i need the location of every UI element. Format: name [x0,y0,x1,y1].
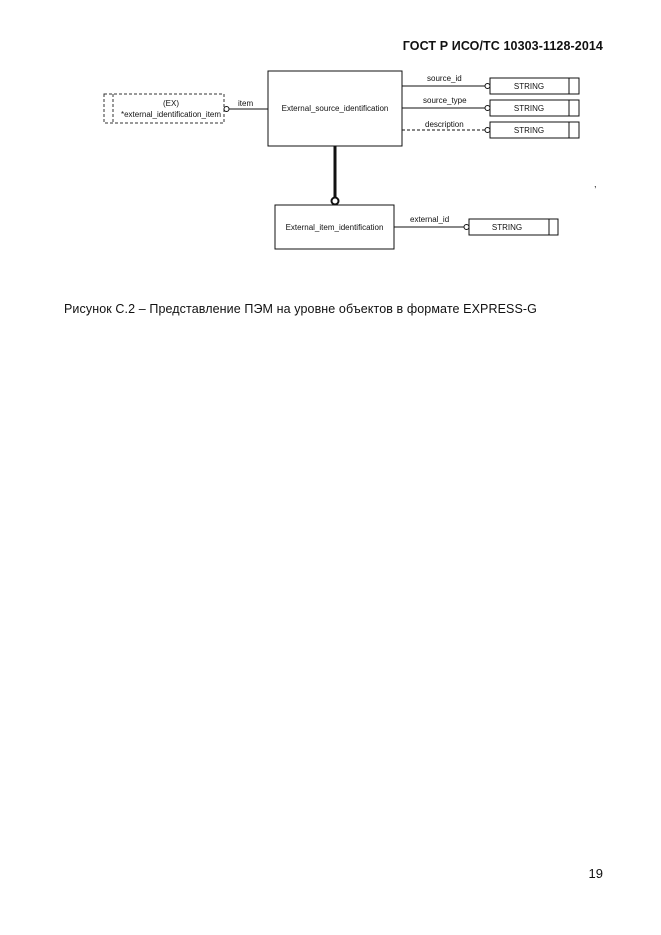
page-number: 19 [588,866,603,881]
source-type-label: source_type [423,96,467,105]
string-type-box-source-type [490,100,579,116]
stray-mark: , [594,179,597,189]
description-label: description [425,120,464,129]
item-relation-label: item [238,99,254,108]
description-relation-circle [485,128,490,133]
figure-caption: Рисунок С.2 – Представление ПЭМ на уровне объектов в формате EXPRESS-G [64,302,537,316]
subtype-relation-circle [332,198,339,205]
string-type-label: STRING [513,82,545,91]
external-id-label: external_id [410,215,450,224]
string-type-box-description [490,122,579,138]
source-id-relation-circle [485,84,490,89]
main-entity-name: External_source_identification [281,104,389,113]
source-type-relation-circle [485,106,490,111]
sub-entity-name: External_item_identification [285,223,384,232]
express-g-diagram [0,0,661,290]
document-header: ГОСТ Р ИСО/ТС 10303-1128-2014 [402,39,603,53]
string-type-label: STRING [513,104,545,113]
string-type-label: STRING [491,223,523,232]
external-entity-prefix: (EX) [163,99,179,108]
item-relation-circle [224,107,229,112]
source-id-label: source_id [427,74,462,83]
external-entity-name: *external_identification_item [120,110,222,119]
external-id-relation-circle [464,225,469,230]
string-type-label: STRING [513,126,545,135]
string-type-box-source-id [490,78,579,94]
string-type-box-external-id [469,219,558,235]
external-entity-box [104,94,224,123]
